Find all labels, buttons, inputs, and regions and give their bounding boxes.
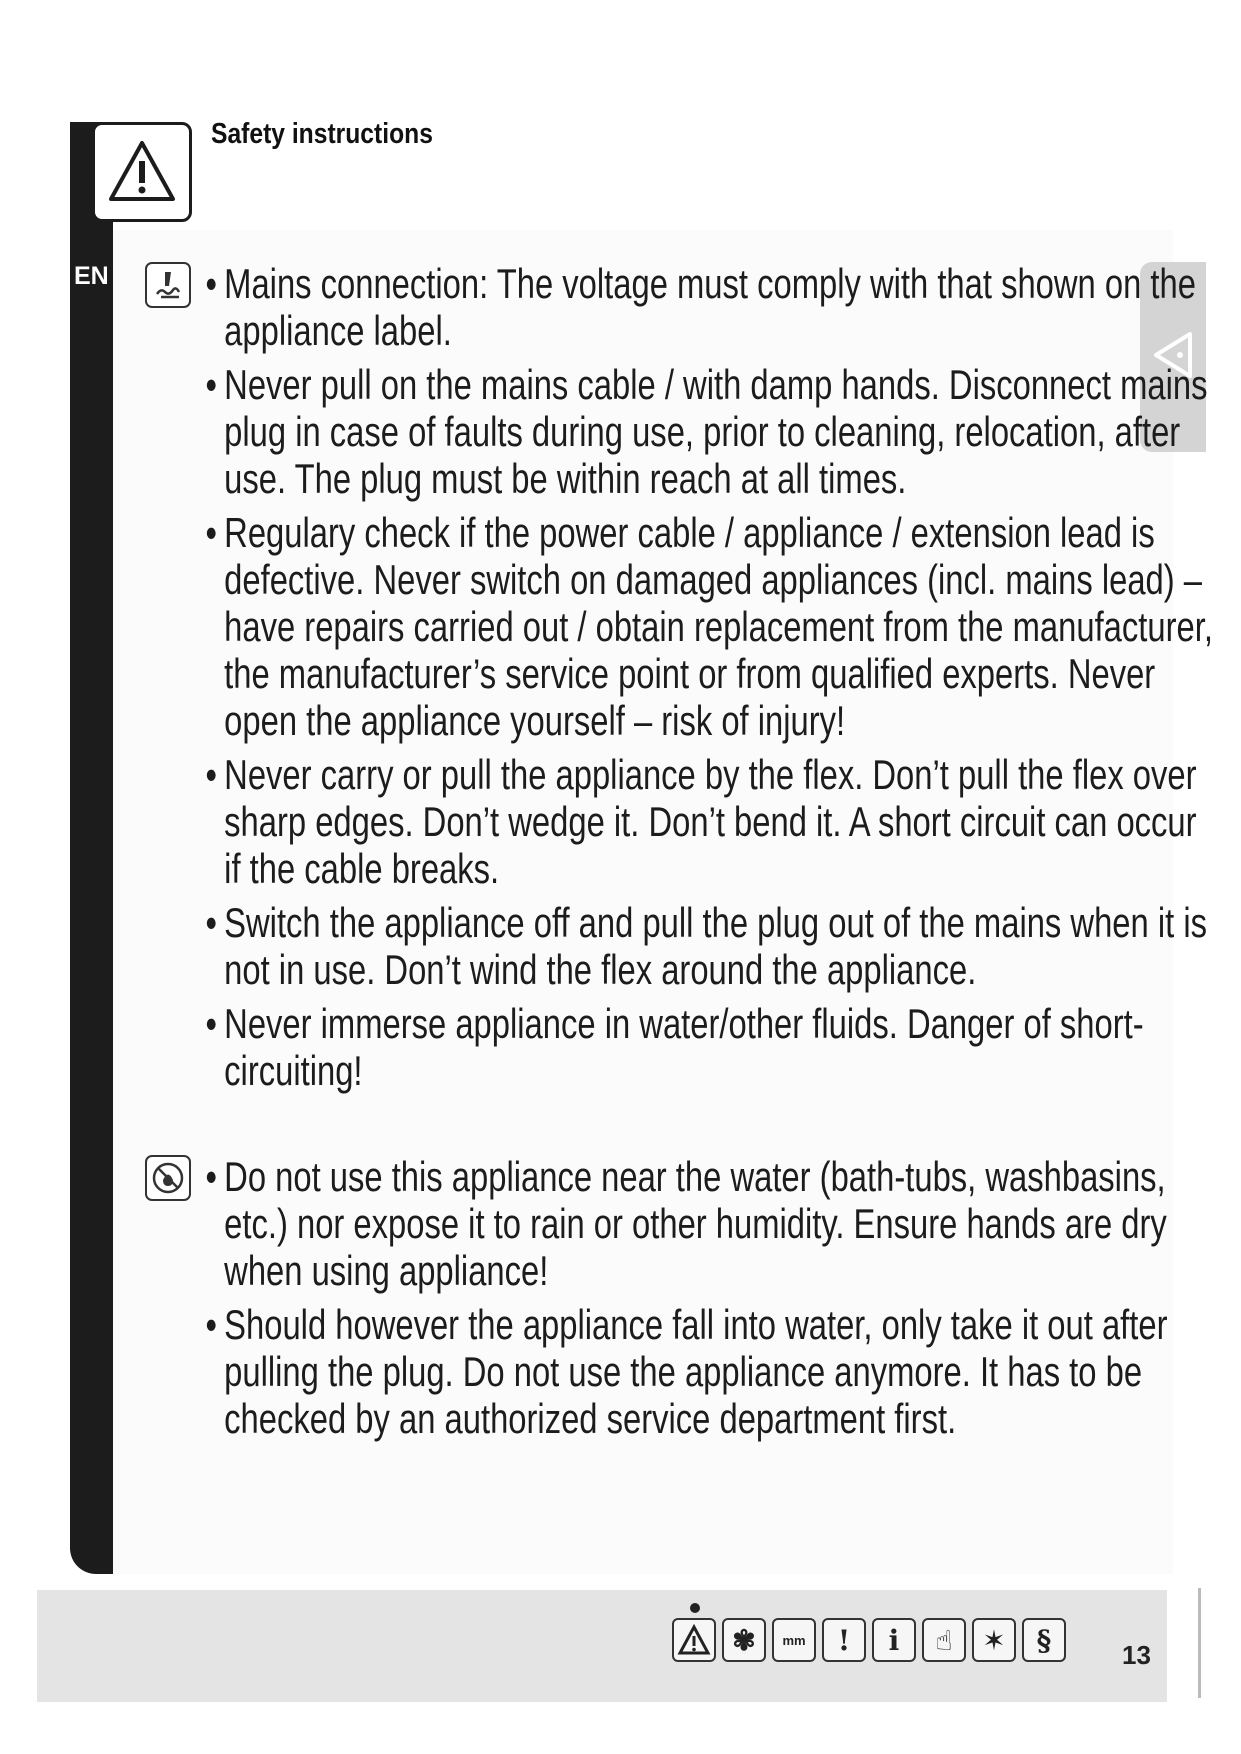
- bullet-list-water: [207, 1153, 1207, 1449]
- list-item: • Mains connection: The voltage must comply with that shown on the appliance label.: [207, 260, 1215, 354]
- ruler-mm-glyph: mm: [782, 1632, 806, 1648]
- footer-nav: [672, 1618, 1066, 1666]
- section-glyph: §: [1036, 1623, 1052, 1657]
- warning-icon-box: [92, 122, 192, 222]
- right-rule: [1198, 1588, 1201, 1698]
- sidebar-bar: [70, 122, 113, 1574]
- current-section-indicator: [690, 1603, 700, 1613]
- bullet-list-mains: [207, 260, 1213, 1101]
- section-icon[interactable]: [1022, 1618, 1066, 1662]
- info-icon[interactable]: [872, 1618, 916, 1662]
- exclamation-icon[interactable]: [822, 1618, 866, 1662]
- exclamation-glyph: !: [837, 1623, 851, 1657]
- hand-glyph: ☝: [935, 1623, 953, 1657]
- asterisk-glyph: ✶: [982, 1623, 1006, 1657]
- list-item: • Regulary check if the power cable / appliance / extension lead is defective. Never switch on damaged appliances (incl. mains lead) – have repairs carried out / obtain replacement from the manufacturer, the manufacturer’s service point or from qualified experts. Never open the appliance yourself – risk of injury!: [207, 509, 1215, 744]
- info-glyph: i: [888, 1623, 900, 1657]
- list-item: • Never immerse appliance in water/other fluids. Danger of short-circuiting!: [207, 1000, 1215, 1094]
- fan-glyph: ✾: [732, 1623, 756, 1657]
- no-water-icon: [145, 1155, 191, 1201]
- list-item: • Switch the appliance off and pull the plug out of the mains when it is not in use. Don’t wind the flex around the appliance.: [207, 899, 1215, 993]
- list-item: • Do not use this appliance near the water (bath-tubs, washbasins, etc.) nor expose it to rain or other humidity. Ensure hands are dry when using appliance!: [207, 1153, 1215, 1294]
- ruler-mm-icon[interactable]: [772, 1618, 816, 1662]
- page-title: Safety instructions: [211, 118, 433, 150]
- warning-icon[interactable]: [672, 1618, 716, 1662]
- list-item: • Should however the appliance fall into water, only take it out after pulling the plug. Do not use the appliance anymore. It has to be checked by an authorized service department first.: [207, 1301, 1215, 1442]
- hand-icon[interactable]: [922, 1618, 966, 1662]
- list-item: • Never pull on the mains cable / with damp hands. Disconnect mains plug in case of faults during use, prior to cleaning, relocation, after use. The plug must be within reach at all times.: [207, 361, 1215, 502]
- language-label: EN: [74, 262, 109, 290]
- warning-triangle-icon: [105, 135, 179, 209]
- fan-icon[interactable]: [722, 1618, 766, 1662]
- list-item: • Never carry or pull the appliance by the flex. Don’t pull the flex over sharp edges. Don’t wedge it. Don’t bend it. A short circuit can occur if the cable breaks.: [207, 751, 1215, 892]
- asterisk-icon[interactable]: [972, 1618, 1016, 1662]
- mains-plug-icon: [145, 262, 191, 308]
- page-number: 13: [1122, 1640, 1151, 1670]
